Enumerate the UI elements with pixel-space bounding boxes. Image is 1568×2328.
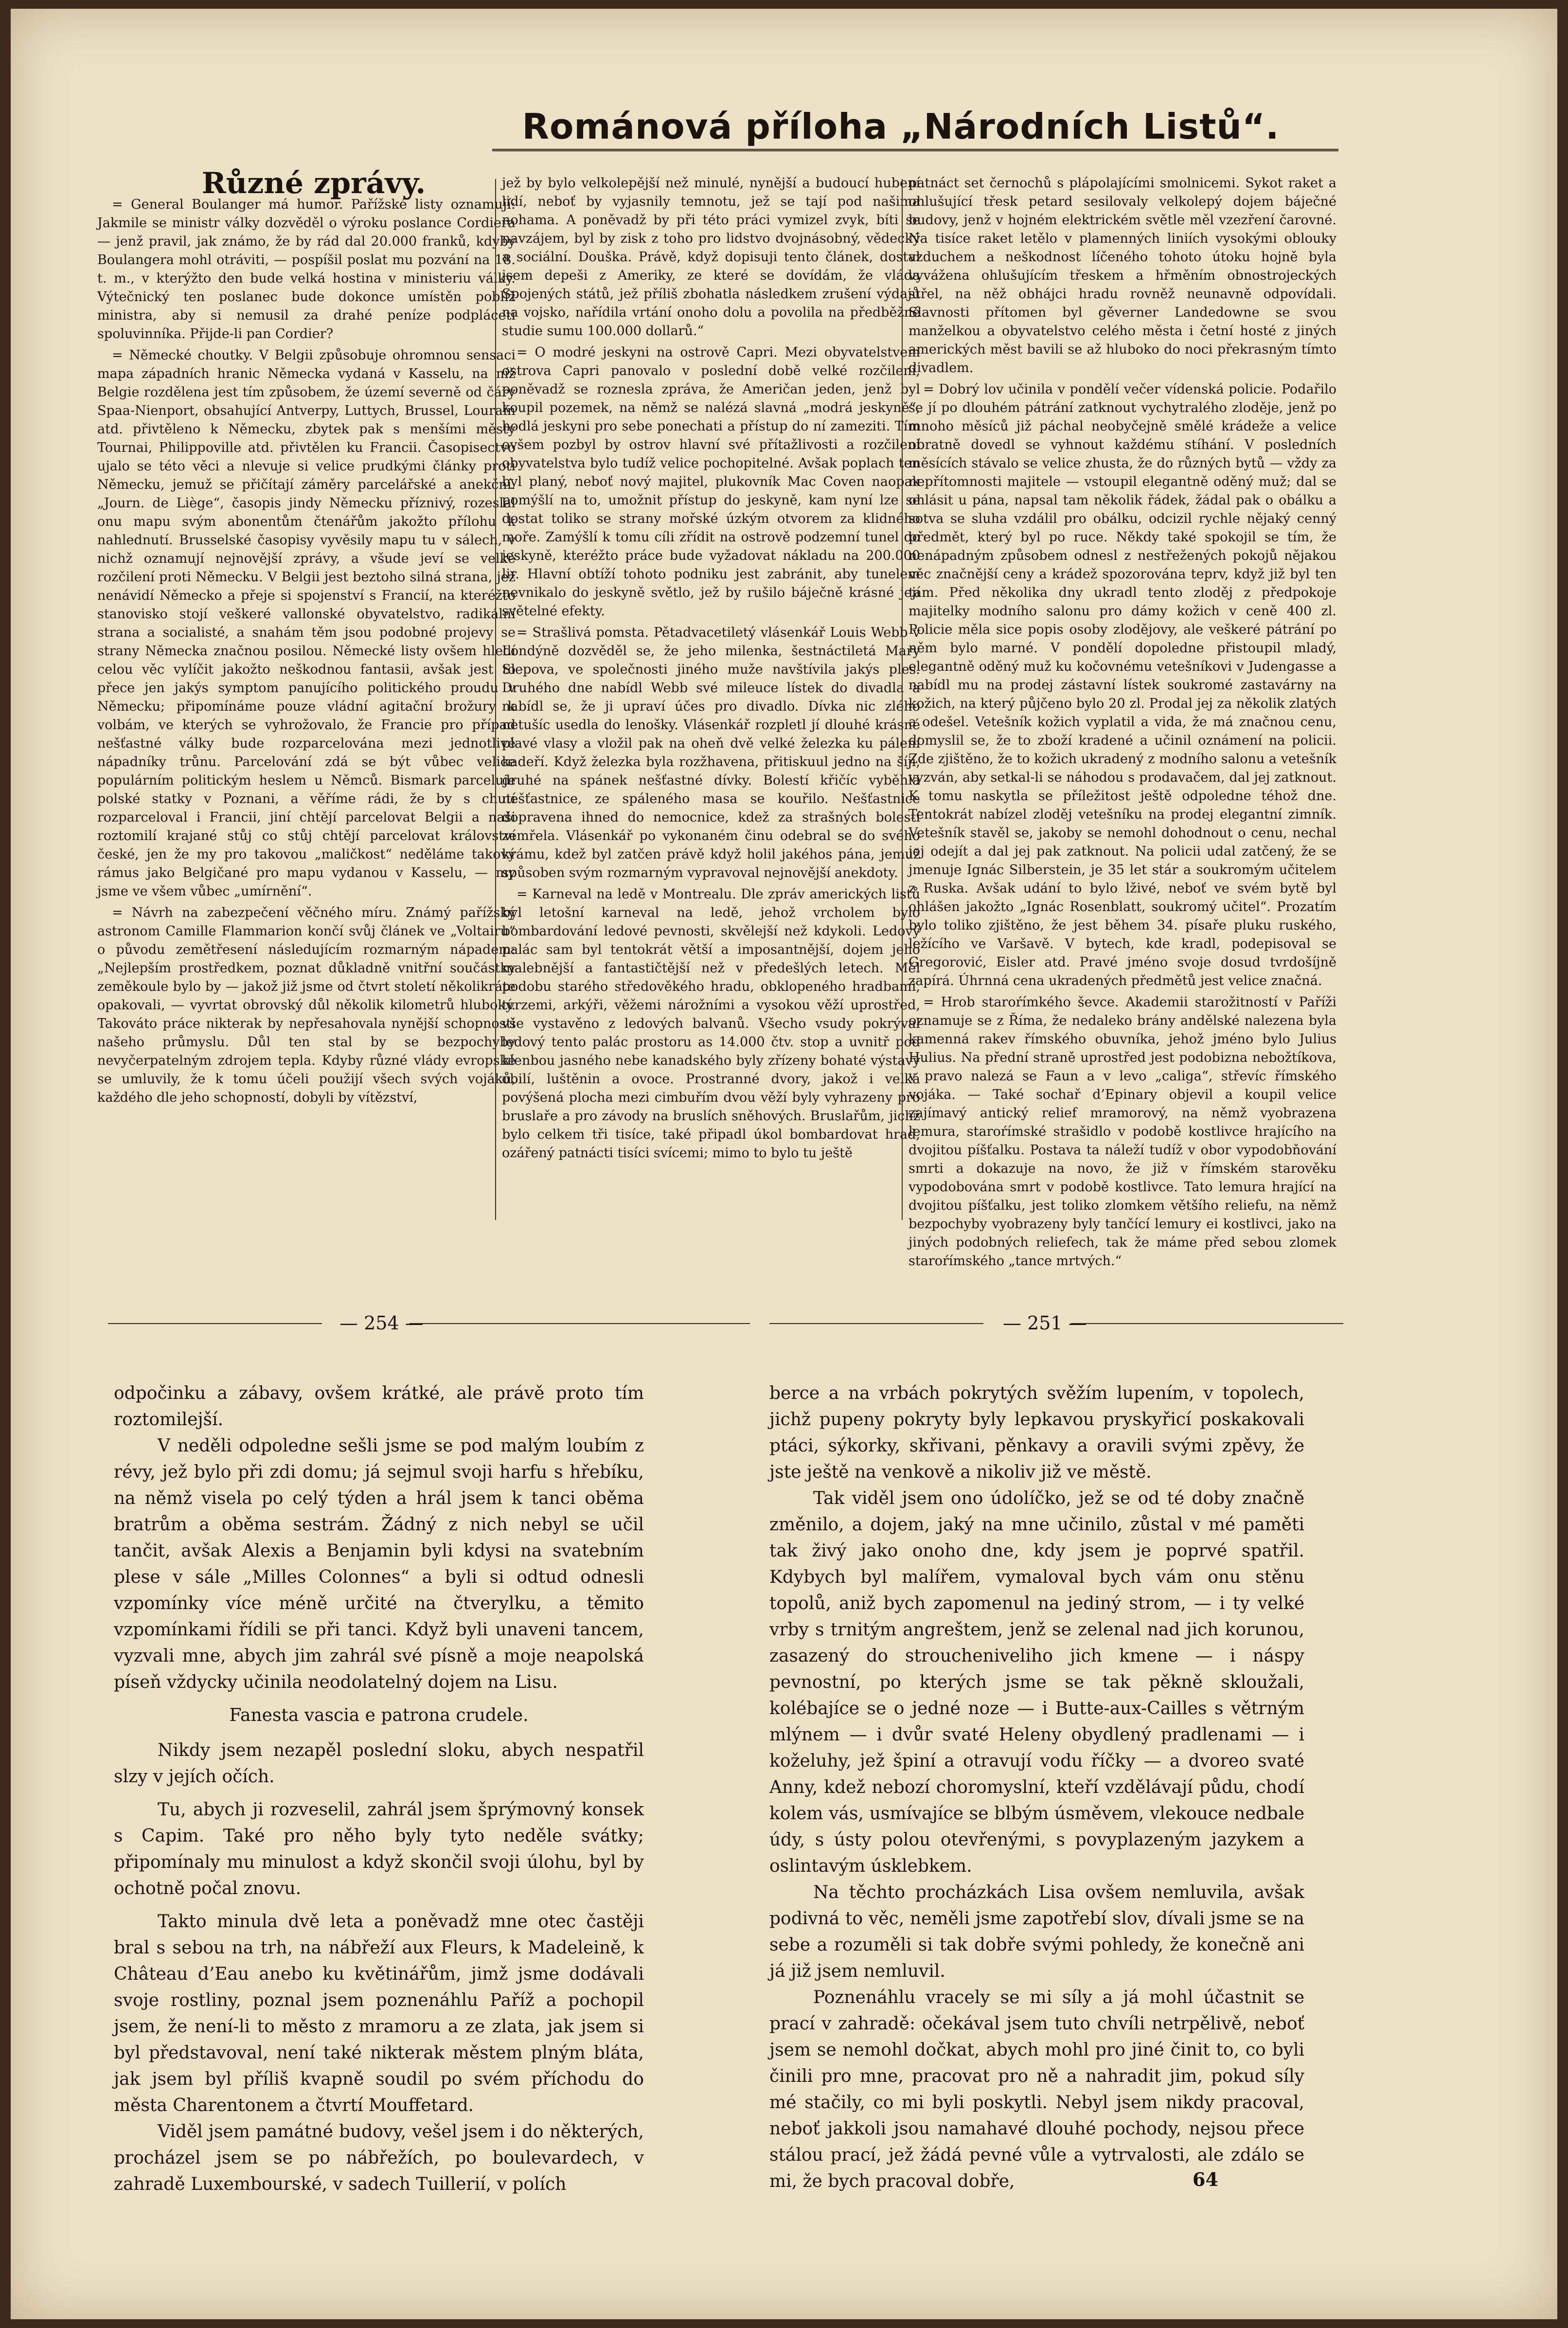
novel-text-right xyxy=(769,1380,1304,2217)
news-item-karneval: = Karneval na ledě v Montrealu. Dle zpráv amerických listů byl letošní karneval na ledě, jehož vrcholem bylo bombardování ledové pevnosti, skvělejší než kdykoli. Ledový palác sam byl tentokrát větší a imposantnější, dojem jeho malebnější a fantastičtější než v předešlých letech. Měl podobu starého středověkého hradu, obklopeného hradbami, tvrzemi, arkýři, věžemi nárožními a vysokou věží uprostřed, vše vystavěno z ledových balvanů. Všecho vsudy pokrýval ledový tento palác prostoru as 14.000 čtv. stop a uvnitř pod klenbou jasného nebe kanadského byly zřízeny bohaté výstavy obilí, luštěnin a ovoce. Prostranné dvory, jakož i velká povýšená plocha mezi cimbuřím dvou věží byly vyhrazeny pro bruslaře a pro závody na bruslích sněhových. Bruslařům, jichž bylo celkem tři tisíce, také připadl úkol bombardovat hrad, ozářený patnácti tisíci svícemi; mimo to bylo tu ještě xyxy=(502,887,920,1161)
page-number-rule xyxy=(410,1323,750,1324)
page-number-rule xyxy=(769,1323,983,1324)
song-line: Fanesta vascia e patrona crudele. xyxy=(229,1705,529,1725)
novel-paragraph: Tu, abych ji rozveselil, zahrál jsem šprýmovný konsek s Capim. Také pro něho byly tyto neděle svátky; připomínaly mu minulost a když skončil svoji úlohu, byl by ochotně počal znovu. xyxy=(114,1800,644,1898)
page-number-right: — 251 — xyxy=(1003,1312,1087,1334)
novel-paragraph: Viděl jsem památné budovy, vešel jsem i do některých, procházel jsem se po nábřežích, po boulevardech, v zahradě Luxembourské, v sadech Tuillerií, v polích xyxy=(114,2122,644,2194)
header-rule xyxy=(492,149,1338,151)
page-header-title: Románová příloha „Národních Listů“. xyxy=(522,106,1280,147)
newspaper-page xyxy=(11,9,1557,2319)
news-item-karneval-continued: patnáct set černochů s plápolajícími smolnicemi. Sykot raket a ohlušující třesk petard sesilovaly velkolepý dojem báječné budovy, jenž v hojném elektrickém světle měl vzezření čarovné. Na tisíce raket letělo v plamenných liniích vysokými oblouky vzduchem a neškodnost líčeného tohoto útoku hojně byla vyvážena ohlušujícím třeskem a hřměním obnostrojeckých střel, na něž obhájci hradu rovněž neunavně odpovídali. Slavnosti přítomen byl gěverner Landedowne se svou manželkou a obyvatelstvo celého města i četní hosté z jiných amerických měst bavili se až hluboko do noci překrasným tímto divadlem. xyxy=(909,176,1336,376)
novel-paragraph: Takto minula dvě leta a poněvadž mne otec častěji bral s sebou na trh, na nábřeží aux Fleurs, k Madeleině, k Château d’Eau anebo ku květinářům, jimž jsme dodávali svoje rostliny, poznal jsem poznenáhlu Paříž a pochopil jsem, že není-li to město z mramoru a ze zlata, jak jsem si byl představoval, není také nikterak městem plným bláta, jak jsem byl příliš kvapně soudil po svém příchodu do města Charentonem a čtvrtí Mouffetard. xyxy=(114,1912,644,2115)
novel-paragraph: Nikdy jsem nezapěl poslední sloku, abych nespatřil slzy v jejích očích. xyxy=(114,1740,644,1787)
news-item-strasliva-pomsta: = Strašlivá pomsta. Pětadvacetiletý vlásenkář Louis Webb v Londýně dozvěděl se, že jeho milenka, šestnáctiletá Mary Slepova, ve společnosti jiného muže navštívila jakýs ples. Druhého dne nabídl Webb své mileuce lístek do divadla a nabídl se, že ji upraví účes pro divadlo. Dívka nic zlého netušíc usedla do lenošky. Vlásenkář rozpletl jí dlouhé krásné plavé vlasy a vložil pak na oheň dvě velké železka ku pálení kadeří. Když železka byla rozžhavena, přitiskuul jedno na šíji, druhé na spánek nešťastné dívky. Bolestí křičíc vyběhla nešťastnice, ze spáleného masa se kouřilo. Nešťastnice dopravena ihned do nemocnice, kdež za strašných bolestí zemřela. Vlásenkář po vykonaném činu odebral se do svého krámu, kdež byl zatčen právě když holil jakéhos pána, jemuž spůsoben svým rozmarným vypravoval nejnovější anekdoty. xyxy=(502,625,920,880)
news-item-modra-jeskyne: = O modré jeskyni na ostrově Capri. Mezi obyvatelstvem ostrova Capri panovalo v poslední době velké rozčilení, poněvadž se roznesla zpráva, že Američan jeden, jenž byl koupil pozemek, na němž se nalézá slavná „modrá jeskyně“, hodlá jeskyni pro sebe ponechati a přístup do ní zameziti. Tím ovšem pozbyl by ostrov hlavní své přítažlivosti a rozčilení obyvatelstva bylo tudíž velice pochopitelné. Avšak poplach ten byl planý, neboť nový majitel, plukovník Mac Coven naopak pomýšlí na to, umožnit přístup do jeskyně, kam nyní lze se dostat toliko se strany mořské úzkým otvorem za klidného moře. Zamýšlí k tomu cíli zřídit na ostrově podzemní tunel do jeskyně, kteréžto práce bude vyžadovat nákladu na 200.000 lir. Hlavní obtíží tohoto podniku jest zabránit, aby tunelem nevnikalo do jeskyně světlo, jež by rušilo báječně krásné její světelné efekty. xyxy=(502,345,920,619)
news-item-hrob-sevce: = Hrob staroŕímkého ševce. Akademii starožitností v Paříži oznamuje se z Říma, že nedaleko brány andělské nalezena byla kamenná rakev římského obuvníka, jehož jméno bylo Julius Hulius. Na přední straně uprostřed jest podobizna nebožtíkova, v pravo nalezá se Faun a v levo „caliga“, střevíc římského vojáka. — Také sochař d’Epinary objevil a koupil velice zajímavý antický relief mramorový, na němž vyobrazena lemura, staroŕímské strašidlo v podobě kostlivce hrajícího na dvojitou píšťalku. Postava ta náleží tudíž v obor vypodobňování smrti a dokazuje na novo, že již v římském starověku vypodobována smrt v podobě kostlivce. Tato lemura hrající na dvojitou píšťalku, jest toliko zlomkem většího reliefu, na němž bezpochyby vyobrazeny byly tančící lemury ei kostlivci, jako na jiných podobných reliefech, tak že máme před sebou zlomek staroŕímského „tance mrtvých.“ xyxy=(909,995,1336,1269)
news-item-boulanger: = General Boulanger má humor. Pařížské listy oznamují: Jakmile se ministr války dozvěděl o výroku poslance Cordiera — jenž pravil, jak známo, že by rád dal 20.000 franků, kdyby Boulangera mohl otráviti, — pospíšil poslat mu pozvání na 18. t. m., v kterýžto den bude velká hostina v ministeriu války. Výtečnický ten poslanec bude dokonce umístěn poblíž ministra, aby si nemusil za drahé peníze podpláceti spoluvinníka. Přijde-li pan Cordier? xyxy=(97,197,516,341)
lower-page-number: 64 xyxy=(1193,2168,1218,2190)
novel-paragraph: Na těchto procházkách Lisa ovšem nemluvila, avšak podivná to věc, neměli jsme zapotřebí slov, dívali jsme se na sebe a rozuměli si tak dobře svými pohledy, že konečně ani já již jsem nemluvil. xyxy=(769,1882,1304,1981)
column-divider-2 xyxy=(902,179,903,1220)
novel-paragraph: Tak viděl jsem ono údolíčko, jež se od té doby značně změnilo, a dojem, jaký na mne učinilo, zůstal v mé paměti tak živý jako onoho dne, kdy jsem je poprvé spatřil. Kdybych byl malířem, vymaloval bych vám onu stěnu topolů, aniž bych zapomenul na jediný strom, — i ty velké vrby s trnitým angreštem, jenž se zelenal nad jich korunou, zasazený do stroucheniveliho jich kmene — i náspy pevnostní, po kterých jsme se tak pěkně skloužali, kolébajíce se o jedné noze — i Butte-aux-Cailles s větrným mlýnem — i dvůr svaté Heleny obydlený pradlenami — i koželuhy, jež špiní a otravují vodu říčky — a dvoreo svaté Anny, kdež nebozí choromyslní, kteří vzdělávají půdu, chodí kolem vás, usmívajíce se blbým úsměvem, vlekouce nedbale údy, s ústy polou otevřenými, s povyplazeným jazykem a oslintavým úsklebkem. xyxy=(769,1488,1304,1876)
news-item-vecny-mir-continued: jež by bylo velkolepější než minulé, nynější a budoucí hubení lidí, neboť by vyjasnily temnotu, jež se tají pod našima nohama. A poněvadž by při této práci vymizel zvyk, bíti se navzájem, byl by zisk z toho pro lidstvo dvojnásobný, vědecký a sociální. Douška. Právě, když dopisuji tento článek, dostal jsem depeši z Ameriky, ze které se dovídám, že vláda Spojených států, jež příliš zbohatla následkem zrušení výdajů na vojsko, nařídila vrtání onoho dolu a povolila na předběžné studie sumu 100.000 dollarů.“ xyxy=(502,176,920,339)
novel-paragraph: V neděli odpoledne sešli jsme se pod malým loubím z révy, jež bylo při zdi domu; já sejmul svoji harfu s hřebíku, na němž visela po celý týden a hrál jsem k tanci oběma bratrům a oběma sestrám. Žádný z nich nebyl se učil tančit, avšak Alexis a Benjamin byli kdysi na svatebním plese v sále „Milles Colonnes“ a byli si odtud odnesli vzpomínky více méně určité na čtverylku, a těmito vzpomínkami řídili se při tanci. Když byli unaveni tancem, vyzvali mne, abych jim zahrál své písně a moje neapolská píseň vždycky učinila neodolatelný dojem na Lisu. xyxy=(114,1436,644,1692)
news-item-nemecke-choutky: = Německé choutky. V Belgii způsobuje ohromnou sensaci mapa západních hranic Německa vydaná v Kasselu, na níž Belgie rozdělena jest tím způsobem, že území severně od čáry Spaa-Nienport, obsahující Antverpy, Luttych, Brussel, Lourain atd. přivtěleno k Německu, zbytek pak s menšími městy Tournai, Philippoville atd. přivtělen ku Francii. Časopisectvo ujalo se této věci a nlevuje si velice prudkými články proti Německu, jemuž se přičítají záměry parcelářské a anekční. „Journ. de Liège“, časopis jindy Německu příznivý, rozeslal onu mapu svým abonentům čtenářům jakožto přílohu k nahlednutí. Brusselské časopisy vyvěsily mapu tu v sálech, v nichž oznamují nejnovější zprávy, a všude jeví se velké rozčilení proti Německu. V Belgii jest beztoho silná strana, jež nenávidí Německo a přeje si spojenství s Francií, na kteréžto stanovisko stojí veškeré vallonské obyvatelstvo, radikální strana a socialisté, a snahám těm jsou podobné projevy se strany Německa značnou posilou. Německé listy ovšem hledí celou věc vylíčit jakožto neškodnou fantasii, avšak jest to přece jen jakýs symptom panujícího politického proudu v Německu; připomínáme pouze vládní agitační brožury k volbám, ve kterých se vyhrožovalo, že Francie pro případ nešťastné války bude rozparcelována mezi jednotlivé nápadníky trůnu. Parcelování zdá se být vůbec velice populárním politickým heslem u Němců. Bismark parceluje polské statky v Poznani, a věříme rádi, že by s chutí rozparceloval i Francii, jiní chtějí parcelovat Belgii a naši roztomilí krajané stůj co stůj chtějí parcelovat království české, jen že my pro takovou „maličkost“ neděláme takový rámus jako Belgičané pro mapu vydanou v Kasselu, — my jsme ve všem vůbec „umírnění“. xyxy=(97,348,516,899)
upper-column-1 xyxy=(97,166,516,1225)
page-number-rule xyxy=(1071,1323,1343,1324)
section-title: Různé zprávy. xyxy=(201,166,426,200)
news-item-dobry-lov: = Dobrý lov učinila v pondělí večer vídenská policie. Podařilo se jí po dlouhém pátrání zatknout vychytralého zloděje, jenž po mnoho měsíců již páchal neobyčejně smělé krádeže a velice obratně dovedl se vyhnout každému stíhání. V posledních měsících stávalo se velice zhusta, že do různých bytů — vždy za nepřítomnosti majitele — vstoupil elegantně oděný muž; dal se ohlásit u pána, napsal tam několik řádek, žádal pak o obálku a sotva se sluha vzdálil pro obálku, odcizil rychle nějaký cenný předmět, který byl po ruce. Někdy také spokojil se tím, že nenápadným způsobem odnesl z nestřežených pokojů nějakou věc značnější ceny a krádež spozorována teprv, když již byl ten tam. Před několika dny ukradl tento zloděj z předpokoje majitelky modního salonu pro dámy kožich v ceně 400 zl. Policie měla sice popis osoby zlodějovy, ale veškeré pátrání po něm bylo marné. V pondělí dopoledne přistoupil mladý, elegantně oděný muž ku kočovnému vetešníkovi v Judengasse a nabídl mu na prodej zástavní lístek soukromé zastavárny na kožich, na který půjčeno bylo 20 zl. Prodal jej za několik zlatých a odešel. Vetešník kožich vyplatil a vida, že má značnou cenu, domyslil se, že to zboží kradené a učinil oznámení na policii. Zde zjištěno, že to kožich ukradený z modního salonu a vetešník vyzván, aby setkal-li se náhodou s prodavačem, dal jej zatknout. K tomu naskytla se příležitost ještě odpoledne téhož dne. Tentokrát nabízel zloděj vetešníku na prodej elegantní zimník. Vetešník stavěl se, jakoby se nemohl dohodnout o cenu, nechal jej odejít a dal jej pak zatknout. Na policii udal zatčený, že se jmenuje Ignác Silberstein, je 35 let stár a soukromým učitelem z Ruska. Avšak udání to bylo lživé, neboť ve svém bytě byl ohlášen jakožto „Ignác Rosenblatt, soukromý učitel“. Prozatím bylo toliko zjištěno, že jest během 34. písaře pluku ruského, ležícího ve Varšavě. V bytech, kde kradl, podepisoval se Gregorović, Eisler atd. Pravé jméno svoje dosud tvrdošíjně zapírá. Úhrnná cena ukradených předmětů jest velice značná. xyxy=(909,382,1336,988)
novel-text-left xyxy=(114,1380,644,2217)
upper-column-2 xyxy=(502,174,920,1225)
upper-column-3 xyxy=(909,174,1336,1269)
page-number-left: — 254 — xyxy=(339,1312,424,1334)
novel-paragraph: odpočinku a zábavy, ovšem krátké, ale právě proto tím roztomilejší. xyxy=(114,1383,644,1430)
novel-paragraph: berce a na vrbách pokrytých svěžím lupením, v topolech, jichž pupeny pokryty byly lepkavou pryskyřicí poskakovali ptáci, sýkorky, skřivani, pěnkavy a oravili svými zpěvy, že jste ještě na venkově a nikoliv již ve městě. xyxy=(769,1383,1304,1482)
column-divider-1 xyxy=(495,179,496,1220)
news-item-vecny-mir: = Návrh na zabezpečení věčného míru. Známý pařížský astronom Camille Flammarion končí svůj článek ve „Voltairu“ o původu zemětřesení následujícím rozmarným nápadem: „Nejlepším prostředkem, poznat důkladně vnitřní součástky zeměkoule bylo by — jakož již jsme od čtvrt století několikráte opakovali, — vyvrtat obrovský důl několik kilometrů hluboký. Takováto práce nikterak by nepřesahovala nynější schopnosti našeho průmyslu. Důl ten stal by se bezpochyby nevyčerpatelným zdrojem tepla. Kdyby různé vlády evropské se umluvily, že k tomu účeli použijí všech svých vojáků, každého dle jeho schopností, dobyli by vítězství, xyxy=(97,905,516,1105)
novel-paragraph: Poznenáhlu vracely se mi síly a já mohl účastnit se prací v zahradě: očekával jsem tuto chvíli netrpělivě, neboť jsem se nemohl dočkat, abych mohl pro jiné činit to, co byli činili pro mne, pracovat pro ně a nahradit jim, pokud síly mé stačily, co mi byli poskytli. Nebyl jsem nikdy pracoval, neboť jakkoli jsou namahavé dlouhé pochody, nejsou přece stálou prací, jež žádá pevné vůle a vytrvalosti, ale zdálo se mi, že bych pracoval dobře, xyxy=(769,1988,1304,2191)
page-number-rule xyxy=(108,1323,322,1324)
